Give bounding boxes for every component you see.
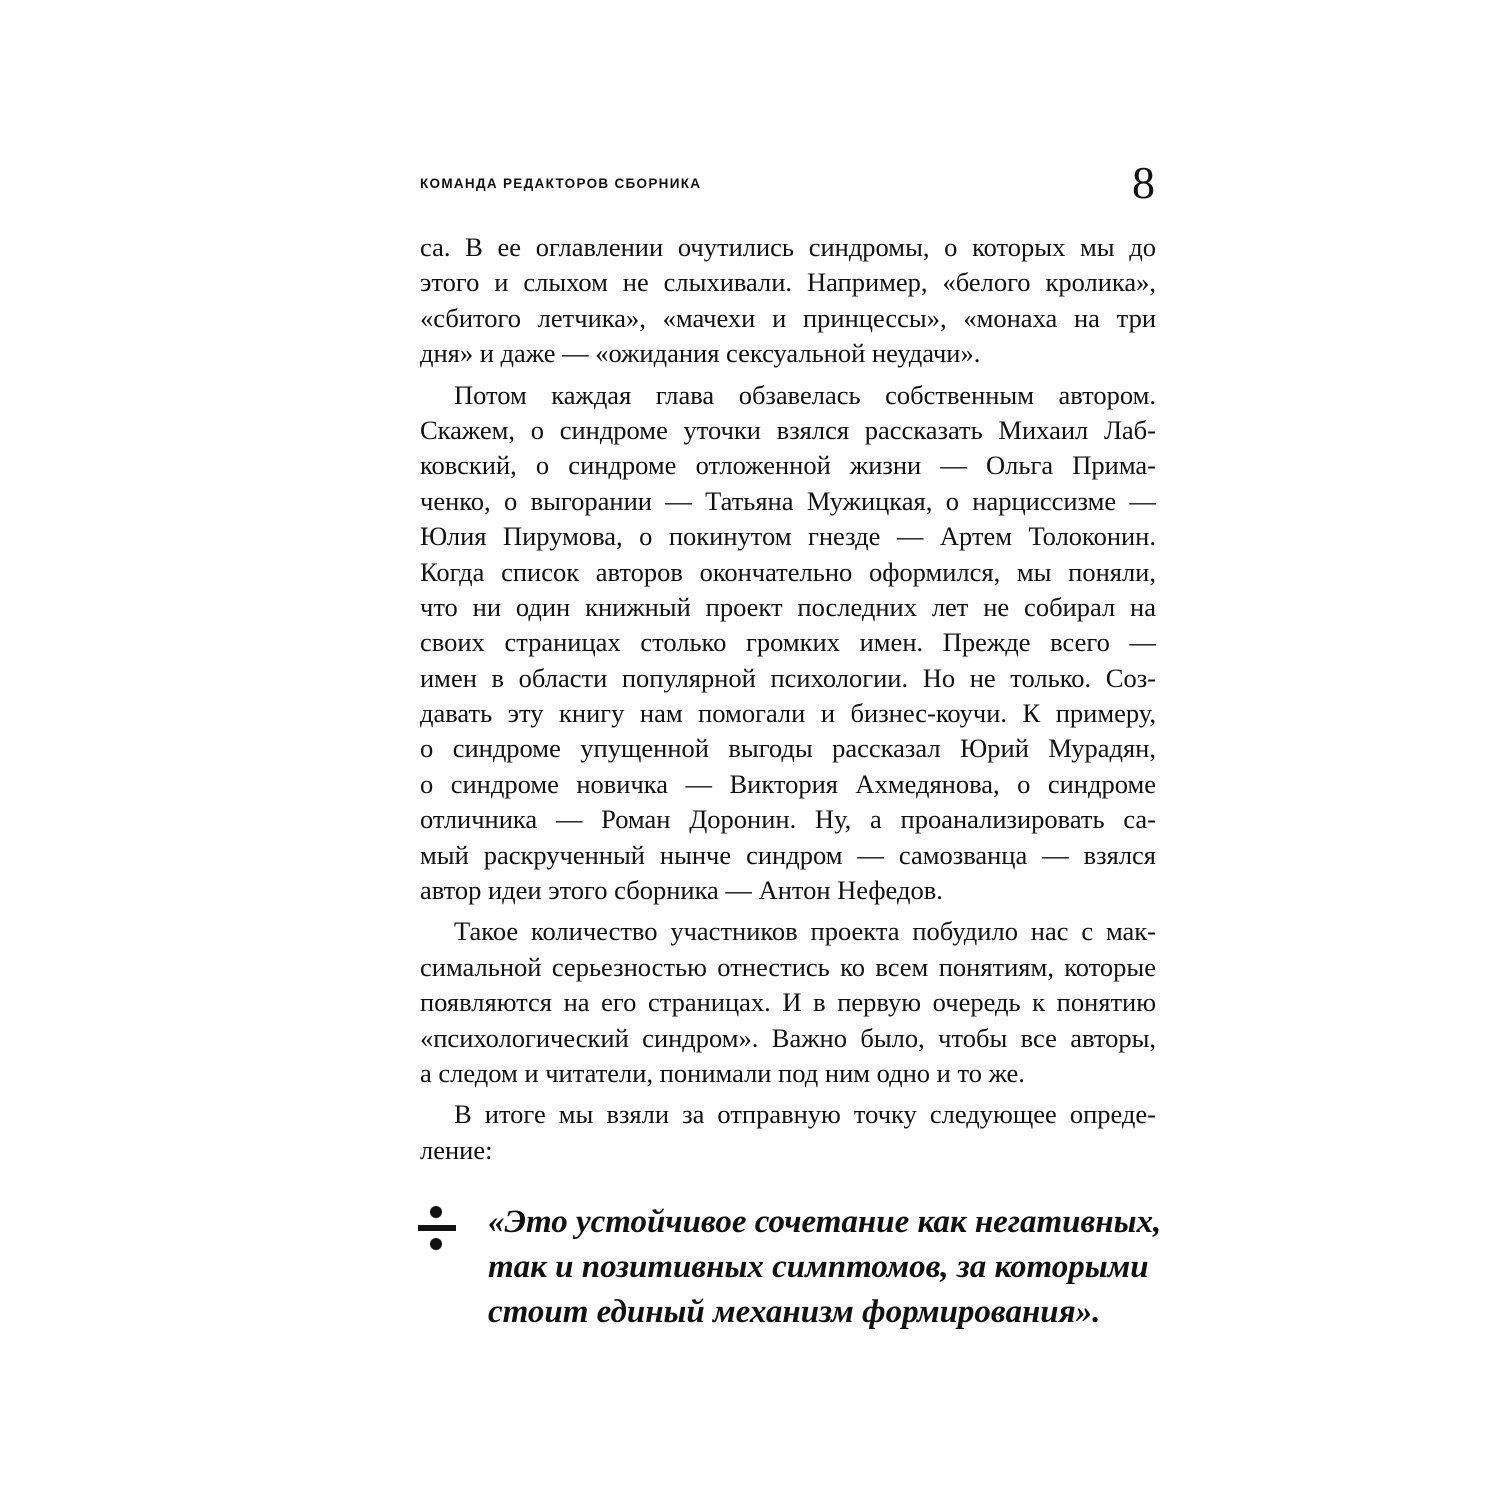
text-line: В итоге мы взяли за отправную точку следующее опреде- xyxy=(454,1099,1156,1130)
paragraph-3 xyxy=(420,914,1156,1091)
text-line: «сбитого летчика», «мачехи и принцессы», «монаха на три xyxy=(420,302,1156,333)
divide-sign-top-dot xyxy=(430,1206,442,1218)
quote-line: стоит единый механизм формирования». xyxy=(488,1294,1101,1330)
page-number: 8 xyxy=(1132,157,1155,208)
text-line: мый раскрученный нынче синдром — самозванца — взялся xyxy=(420,839,1156,870)
text-line: появляются на его страницах. И в первую очередь к понятию xyxy=(420,987,1156,1018)
quote-line: «Это устойчивое сочетание как негативных, xyxy=(488,1204,1162,1240)
text-line: ковский, о синдроме отложенной жизни — Ольга Прима- xyxy=(420,450,1156,481)
text-line: ление: xyxy=(420,1134,493,1165)
text-line: что ни один книжный проект последних лет не собирал на xyxy=(420,591,1156,622)
text-line: Юлия Пирумова, о покинутом гнезде — Артем Толоконин. xyxy=(420,521,1156,552)
text-line: Скажем, о синдроме уточки взялся рассказать Михаил Лаб- xyxy=(420,414,1156,445)
text-line: Когда список авторов окончательно оформился, мы поняли, xyxy=(420,556,1156,587)
divide-sign-icon xyxy=(418,1206,458,1252)
definition-quote xyxy=(488,1200,1162,1335)
text-line: отличника — Роман Доронин. Ну, а проанализировать са- xyxy=(420,804,1156,835)
text-line: имен в области популярной психологии. Но не только. Соз- xyxy=(420,662,1156,693)
text-line: давать эту книгу нам помогали и бизнес-коучи. К примеру, xyxy=(420,698,1156,729)
body-text xyxy=(420,230,1156,1174)
text-line: автор идеи этого сборника — Антон Нефедов. xyxy=(420,875,943,906)
text-line: Потом каждая глава обзавелась собственным автором. xyxy=(454,379,1156,410)
running-head: КОМАНДА РЕДАКТОРОВ СБОРНИКА xyxy=(420,176,702,191)
paragraph-1 xyxy=(420,230,1156,372)
divide-sign-bar xyxy=(418,1225,456,1231)
text-line: дня» и даже — «ожидания сексуальной неудачи». xyxy=(420,338,981,369)
text-line: ченко, о выгорании — Татьяна Мужицкая, о нарциссизме — xyxy=(420,485,1156,516)
quote-line: так и позитивных симптомов, за которыми xyxy=(488,1249,1149,1285)
text-line: о синдроме новичка — Виктория Ахмедянова, о синдроме xyxy=(420,768,1156,799)
paragraph-2 xyxy=(420,378,1156,909)
text-line: о синдроме упущенной выгоды рассказал Юрий Мурадян, xyxy=(420,733,1156,764)
text-line: а следом и читатели, понимали под ним одно и то же. xyxy=(420,1057,1025,1088)
divide-sign-bottom-dot xyxy=(430,1238,442,1250)
text-line: этого и слыхом не слыхивали. Например, «белого кролика», xyxy=(420,267,1156,298)
text-line: са. В ее оглавлении очутились синдромы, о которых мы до xyxy=(420,232,1156,262)
text-line: симальной серьезностью отнестись ко всем понятиям, которые xyxy=(420,951,1156,982)
text-line: Такое количество участников проекта побудило нас с мак- xyxy=(454,916,1156,947)
paragraph-4 xyxy=(420,1097,1156,1168)
text-line: «психологический синдром». Важно было, чтобы все авторы, xyxy=(420,1022,1156,1053)
text-line: своих страницах столько громких имен. Прежде всего — xyxy=(420,627,1156,658)
